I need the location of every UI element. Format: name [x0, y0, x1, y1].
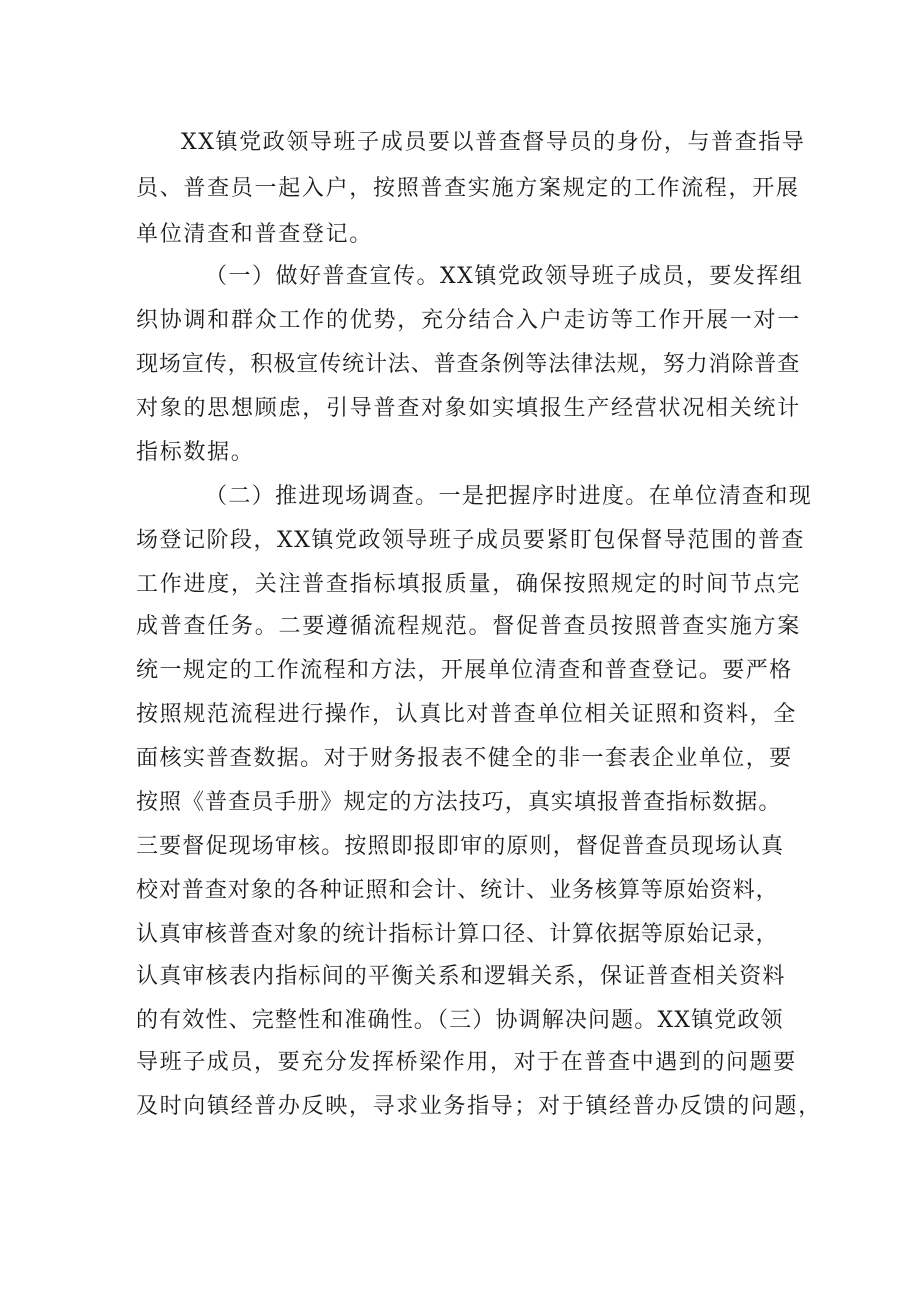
text-line: 三要督促现场审核。按照即报即审的原则，督促普查员现场认真 — [136, 834, 785, 859]
text-line: 认真审核表内指标间的平衡关系和逻辑关系，保证普查相关资料 — [136, 964, 786, 989]
text-line: 员、普查员一起入户，按照普查实施方案规定的工作流程，开展 — [136, 176, 800, 201]
text-line: 及时向镇经普办反映，寻求业务指导；对于镇经普办反馈的问题， — [136, 1094, 822, 1119]
text-line: 场登记阶段，XX镇党政领导班子成员要紧盯包保督导范围的普查 — [136, 528, 805, 553]
text-line: 面核实普查数据。对于财务报表不健全的非一套表企业单位，要 — [136, 746, 793, 771]
text-line: （二）推进现场调查。一是把握序时进度。在单位清查和现 — [205, 484, 813, 509]
text-line: 导班子成员，要充分发挥桥梁作用，对于在普查中遇到的问题要 — [136, 1050, 797, 1075]
text-line: （一）做好普查宣传。XX镇党政领导班子成员，要发挥组 — [205, 264, 804, 289]
text-line: 织协调和群众工作的优势，充分结合入户走访等工作开展一对一 — [136, 308, 802, 333]
text-line: 单位清查和普查登记。 — [136, 222, 374, 247]
text-line: 对象的思想顾虑，引导普查对象如实填报生产经营状况相关统计 — [136, 396, 802, 421]
text-line: 统一规定的工作流程和方法，开展单位清查和普查登记。要严格 — [136, 658, 793, 683]
text-line: XX镇党政领导班子成员要以普查督导员的身份，与普查指导 — [181, 130, 806, 155]
text-line: 认真审核普查对象的统计指标计算口径、计算依据等原始记录， — [136, 922, 779, 947]
text-line: 的有效性、完整性和准确性。（三）协调解决问题。XX镇党政领 — [136, 1008, 784, 1033]
text-line: 工作进度，关注普查指标填报质量，确保按照规定的时间节点完 — [136, 572, 802, 597]
text-line: 按照规范流程进行操作，认真比对普查单位相关证照和资料，全 — [136, 702, 797, 727]
text-line: 现场宣传，积极宣传统计法、普查条例等法律法规，努力消除普查 — [136, 352, 801, 377]
text-line: 校对普查对象的各种证照和会计、统计、业务核算等原始资料， — [136, 878, 779, 903]
text-line: 按照《普查员手册》规定的方法技巧，真实填报普查指标数据。 — [136, 790, 782, 815]
text-line: 成普查任务。二要遵循流程规范。督促普查员按照普查实施方案 — [136, 614, 802, 639]
text-line: 指标数据。 — [136, 440, 255, 465]
